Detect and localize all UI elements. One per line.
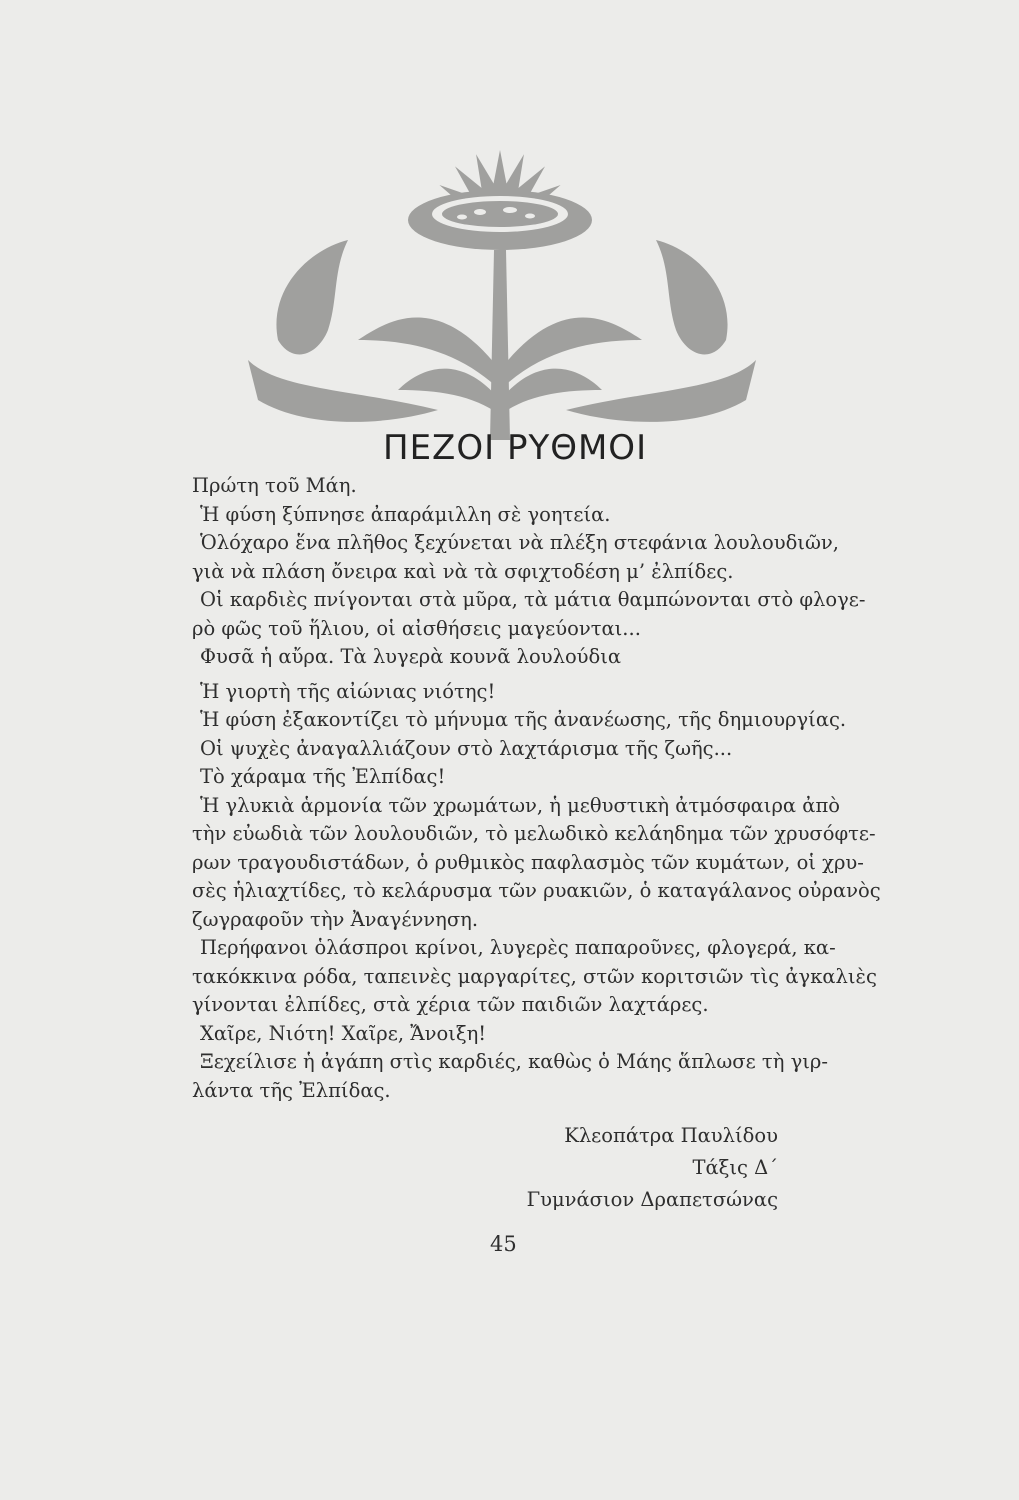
page-number: 45: [490, 1232, 517, 1256]
body-text: [192, 472, 881, 1105]
text-line: ζωγραφοῦν τὴν Ἀναγέννηση.: [192, 907, 479, 931]
text-line: Οἱ ψυχὲς ἀναγαλλιάζουν στὸ λαχτάρισμα τῆς ζωῆς...: [200, 736, 733, 760]
text-line: Περήφανοι ὁλάσπροι κρίνοι, λυγερὲς παπαροῦνες, φλογερά, κα-: [200, 936, 836, 959]
text-line: Φυσᾶ ἡ αὔρα. Τὰ λυγερὰ κουνᾶ λουλούδια: [200, 645, 622, 668]
signature-block: [527, 1120, 778, 1216]
text-line: Ἡ φύση ἐξακοντίζει τὸ μήνυμα τῆς ἀνανέωσης, τῆς δημιουργίας.: [200, 708, 847, 731]
text-line: σὲς ἡλιαχτίδες, τὸ κελάρυσμα τῶν ρυακιῶν, ὁ καταγάλανος οὐρανὸς: [192, 879, 881, 902]
text-line: Πρώτη τοῦ Μάη.: [192, 474, 357, 497]
text-line: γιὰ νὰ πλάση ὄνειρα καὶ νὰ τὰ σφιχτοδέση μ’ ἐλπίδες.: [192, 559, 734, 583]
text-line: Χαῖρε, Νιότη! Χαῖρε, Ἄνοιξη!: [200, 1021, 487, 1045]
sunflower-ornament-icon: [238, 140, 766, 440]
text-line: γίνονται ἐλπίδες, στὰ χέρια τῶν παιδιῶν λαχτάρες.: [192, 993, 709, 1016]
author-name: Κλεοπάτρα Παυλίδου: [564, 1124, 778, 1147]
text-line: ρων τραγουδιστάδων, ὁ ρυθμικὸς παφλασμὸς τῶν κυμάτων, οἱ χρυ-: [192, 850, 864, 874]
text-line: τὴν εὐωδιὰ τῶν λουλουδιῶν, τὸ μελωδικὸ κελάηδημα τῶν χρυσόφτε-: [192, 822, 876, 845]
text-line: Ἡ φύση ξύπνησε ἀπαράμιλλη σὲ γοητεία.: [200, 502, 611, 526]
text-line: Ξεχείλισε ἡ ἀγάπη στὶς καρδιές, καθὼς ὁ Μάης ἅπλωσε τὴ γιρ-: [200, 1050, 828, 1073]
author-school: Γυμνάσιον Δραπετσώνας: [526, 1188, 778, 1211]
text-line: Τὸ χάραμα τῆς Ἐλπίδας!: [200, 765, 446, 788]
text-line: Ἡ γλυκιὰ ἁρμονία τῶν χρωμάτων, ἡ μεθυστικὴ ἀτμόσφαιρα ἀπὸ: [200, 793, 840, 817]
text-line: Ἡ γιορτὴ τῆς αἰώνιας νιότης!: [200, 679, 496, 703]
text-line: λάντα τῆς Ἐλπίδας.: [192, 1078, 391, 1102]
text-line: Ὁλόχαρο ἕνα πλῆθος ξεχύνεται νὰ πλέξη στεφάνια λουλουδιῶν,: [200, 531, 839, 554]
text-line: Οἱ καρδιὲς πνίγονται στὰ μῦρα, τὰ μάτια θαμπώνονται στὸ φλογε-: [200, 588, 866, 611]
text-line: ρὸ φῶς τοῦ ἥλιου, οἱ αἰσθήσεις μαγεύονται...: [192, 616, 641, 640]
page-title: ΠΕΖΟΙ ΡΥΘΜΟΙ: [383, 428, 648, 468]
author-class: Τάξις Δ΄: [692, 1156, 778, 1179]
text-line: τακόκκινα ρόδα, ταπεινὲς μαργαρίτες, στῶν κοριτσιῶν τὶς ἀγκαλιὲς: [192, 964, 877, 988]
